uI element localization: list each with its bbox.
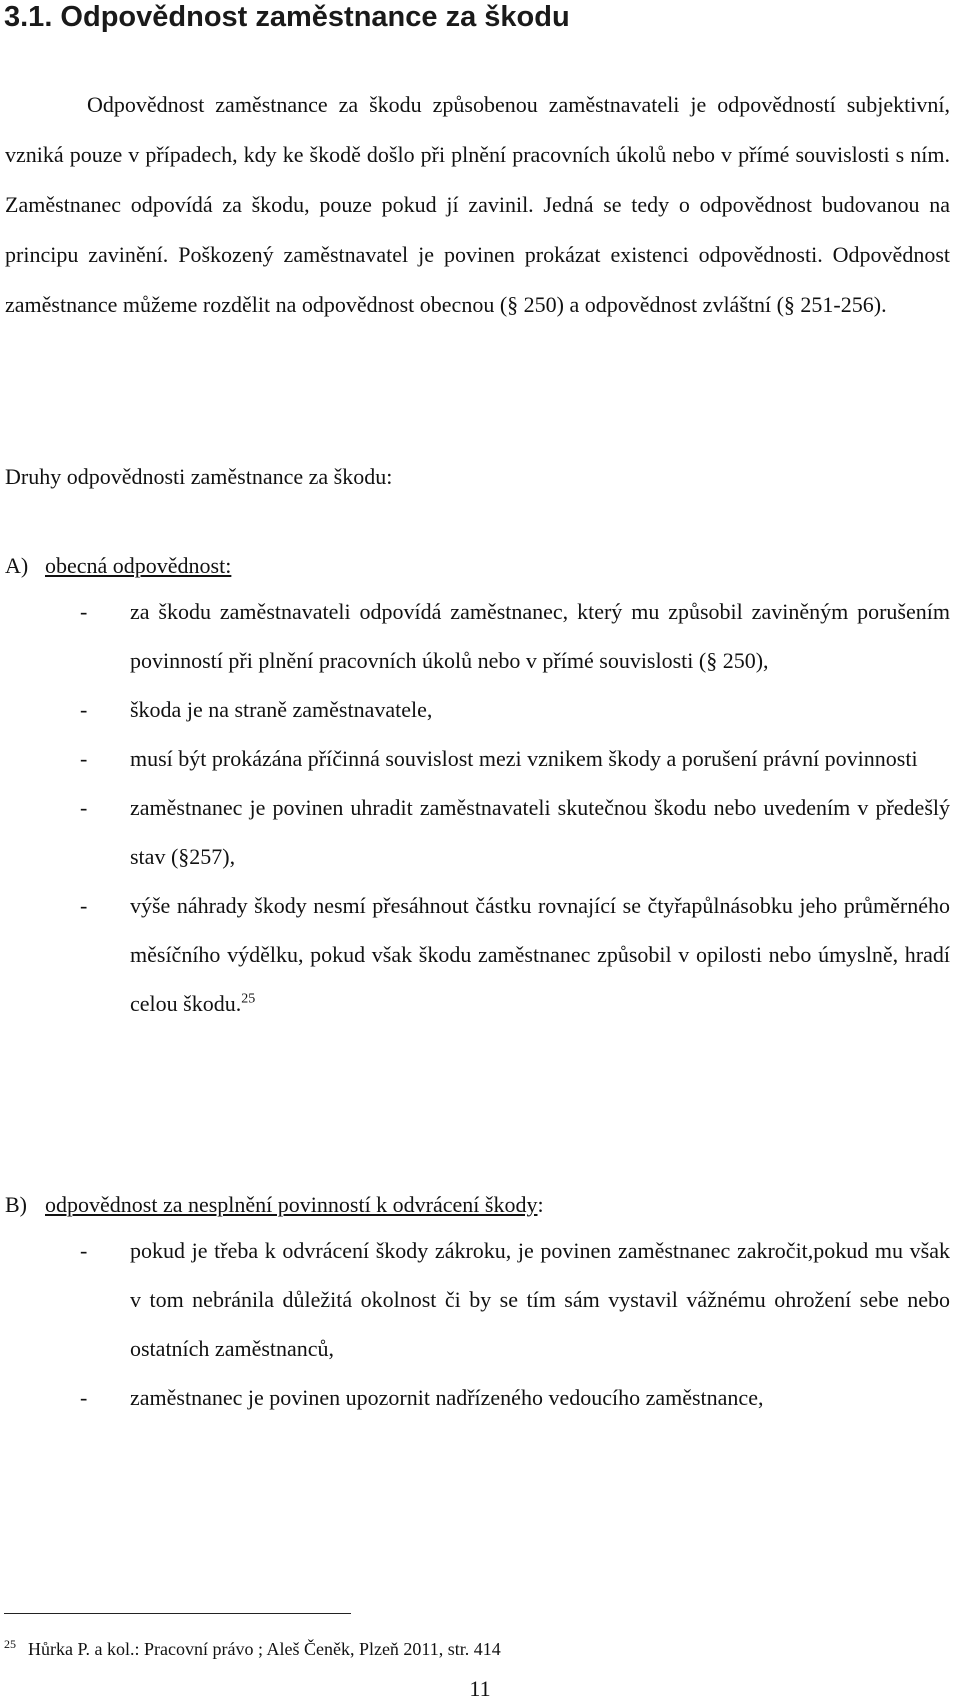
section-a-title: obecná odpovědnost: (45, 553, 232, 578)
list-dash: - (80, 1385, 88, 1410)
list-dash: - (80, 893, 88, 918)
list-dash: - (80, 746, 88, 771)
footnote-text: Hůrka P. a kol.: Pracovní právo ; Aleš Čeněk, Plzeň 2011, str. 414 (28, 1639, 501, 1659)
section-b-heading (5, 1190, 544, 1220)
list-dash: - (80, 697, 88, 722)
page-number: 11 (469, 1676, 491, 1701)
list-item: - pokud je třeba k odvrácení škody zákroku, je povinen zaměstnanec zakročit,pokud mu však v tom nebránila důležitá okolnost či by se tím sám vystavil vážnému ohrožení sebe nebo ostatních zaměstnanců, (0, 1226, 950, 1373)
list-dash: - (80, 599, 88, 624)
list-item: - škoda je na straně zaměstnavatele, (0, 685, 950, 734)
section-b-title-suffix: : (537, 1192, 544, 1217)
footnote-separator (4, 1613, 351, 1614)
section-heading: 3.1. Odpovědnost zaměstnance za škodu (4, 1, 570, 33)
list-item: - zaměstnanec je povinen upozornit nadřízeného vedoucího zaměstnance, (0, 1373, 950, 1422)
section-b-list (0, 1226, 950, 1422)
section-a-marker: A) (5, 553, 29, 578)
section-b-title: odpovědnost za nesplnění povinností k odvrácení škody (45, 1192, 538, 1217)
section-a-list (0, 587, 950, 1028)
list-item: - zaměstnanec je povinen uhradit zaměstnavateli skutečnou škodu nebo uvedením v předešlý stav (§257), (0, 783, 950, 881)
list-dash: - (80, 1238, 88, 1263)
section-a-heading (5, 551, 231, 581)
list-dash: - (80, 795, 88, 820)
footnote-reference[interactable]: 25 (241, 991, 256, 1007)
list-item: - za škodu zaměstnavateli odpovídá zaměstnanec, který mu způsobil zaviněným porušením povinností při plnění pracovních úkolů nebo v přímé souvislosti (§ 250), (0, 587, 950, 685)
intro-paragraph (5, 80, 950, 330)
section-b-marker: B) (5, 1192, 27, 1217)
footnote (4, 1637, 501, 1661)
list-item: - musí být prokázána příčinná souvislost mezi vznikem škody a porušení právní povinnosti (0, 734, 950, 783)
intro-text: Odpovědnost zaměstnance za škodu způsobenou zaměstnavateli je odpovědností subjektivní, vzniká pouze v případech, kdy ke škodě došlo při plnění pracovních úkolů nebo v přímé souvislosti s ním. Zaměstnanec odpovídá za škodu, pouze pokud jí zavinil. Jedná se tedy o odpovědnost budovanou na principu zavinění. Poškozený zaměstnavatel je povinen prokázat existenci odpovědnosti. Odpovědnost zaměstnance můžeme rozdělit na odpovědnost obecnou (§ 250) a odpovědnost zvláštní (§ 251-256). (5, 92, 950, 317)
list-item: - výše náhrady škody nesmí přesáhnout částku rovnající se čtyřapůlnásobku jeho průměrného měsíčního výdělku, pokud však škodu zaměstnanec způsobil v opilosti nebo úmyslně, hradí celou škodu.$^{25}$ (0, 881, 950, 1028)
footnote-number: 25 (4, 1637, 16, 1651)
types-heading: Druhy odpovědnosti zaměstnance za škodu: (5, 464, 393, 489)
